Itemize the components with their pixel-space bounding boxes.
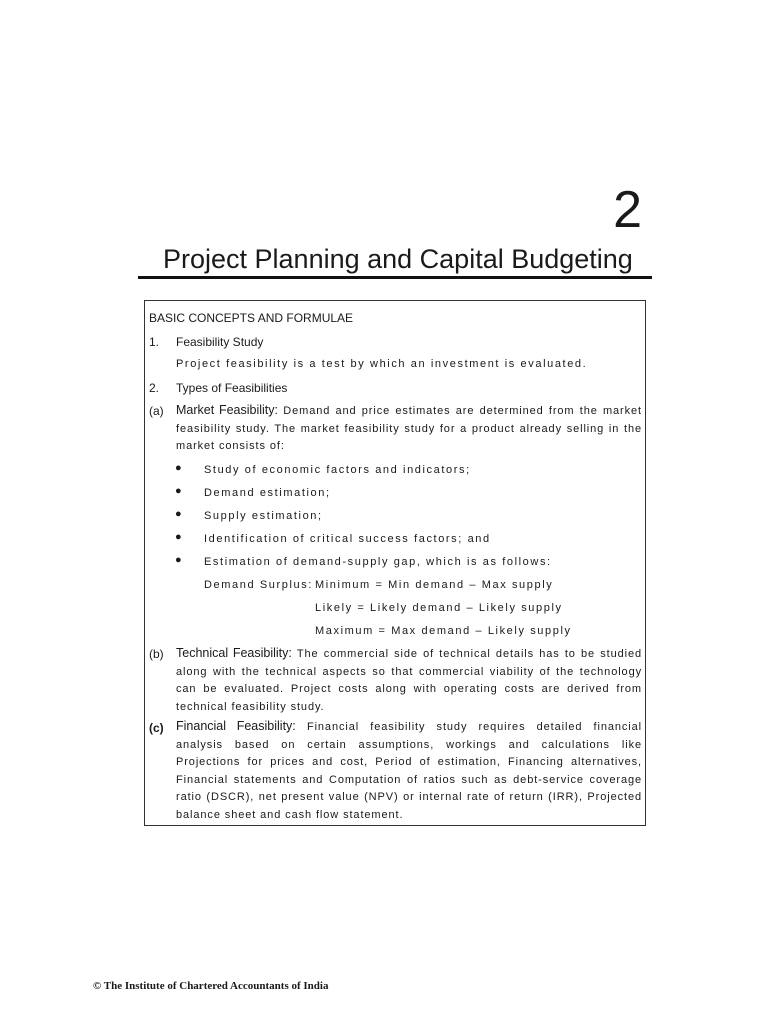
section-2-title: Types of Feasibilities [176, 381, 288, 395]
bullet-icon: ● [175, 485, 182, 497]
demand-surplus-label: Demand Surplus: [204, 579, 313, 591]
bullet-icon: ● [175, 554, 182, 566]
surplus-likely: Likely = Likely demand – Likely supply [315, 602, 563, 614]
chapter-title: Project Planning and Capital Budgeting [163, 244, 633, 274]
technical-feasibility-lead: Technical Feasibility: [176, 646, 292, 660]
technical-feasibility-paragraph [176, 645, 642, 716]
bullet-item: Demand estimation; [204, 487, 331, 499]
title-rule [138, 276, 652, 279]
section-1-number: 1. [149, 335, 160, 349]
surplus-minimum: Minimum = Min demand – Max supply [315, 579, 554, 591]
bullet-icon: ● [175, 462, 182, 474]
market-feasibility-text: Demand and price estimates are determined from the market feasibility study. The market feasibility study for a product already selling in the market consists of: [176, 405, 642, 452]
bullet-icon: ● [175, 508, 182, 520]
item-b-label: (b) [149, 647, 164, 661]
bullet-item: Study of economic factors and indicators; [204, 464, 471, 476]
market-feasibility-lead: Market Feasibility: [176, 403, 279, 417]
financial-feasibility-paragraph [176, 718, 642, 824]
bullet-item: Supply estimation; [204, 510, 323, 522]
surplus-maximum: Maximum = Max demand – Likely supply [315, 625, 572, 637]
bullet-item: Estimation of demand-supply gap, which is as follows: [204, 556, 552, 568]
section-2-number: 2. [149, 381, 160, 395]
concepts-box [144, 300, 646, 826]
bullet-icon: ● [175, 531, 182, 543]
item-a-label: (a) [149, 404, 164, 418]
bullet-item: Identification of critical success factors; and [204, 533, 491, 545]
chapter-number: 2 [613, 181, 642, 239]
item-c-label: (c) [149, 721, 164, 735]
technical-feasibility-text: The commercial side of technical details has to be studied along with the technical aspects so that commercial viability of the technology can be evaluated. Project costs along with operating costs are derived from technical feasibility study. [176, 648, 642, 713]
footer-copyright: © The Institute of Chartered Accountants of India [93, 980, 329, 992]
box-heading: BASIC CONCEPTS AND FORMULAE [149, 311, 354, 325]
market-feasibility-paragraph [176, 402, 642, 456]
section-1-title: Feasibility Study [176, 335, 264, 349]
section-1-text: Project feasibility is a test by which an investment is evaluated. [176, 358, 588, 370]
financial-feasibility-text: Financial feasibility study requires detailed financial analysis based on certain assumptions, workings and calculations like Projections for prices and cost, Period of estimation, Financing alternatives, Financial statements and Computation of ratios such as debt-service coverage ratio (DSCR), net present value (NPV) or internal rate of return (IRR), Projected balance sheet and cash flow statement. [176, 721, 643, 821]
financial-feasibility-lead: Financial Feasibility: [176, 719, 296, 733]
